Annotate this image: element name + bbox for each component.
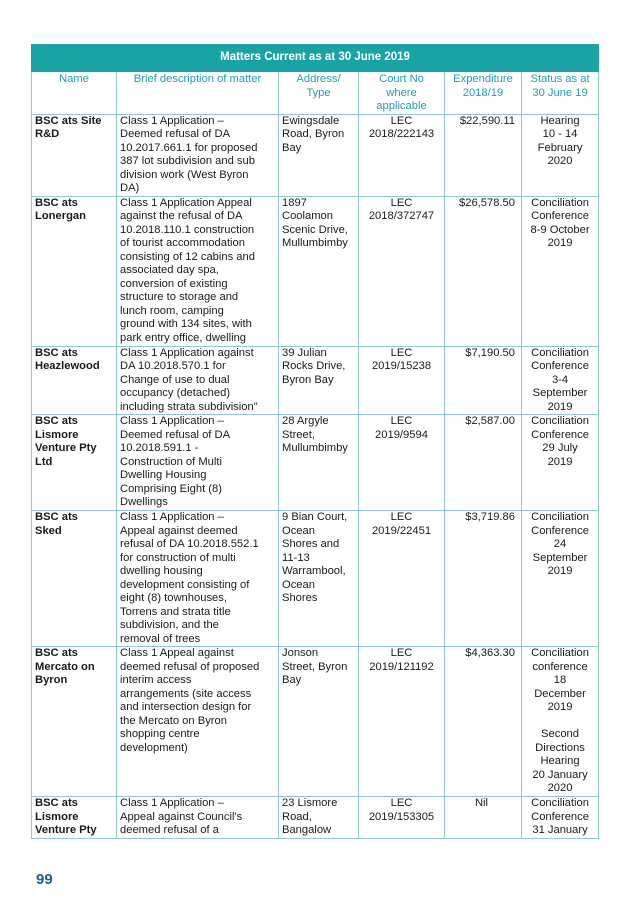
table-row: [32, 797, 599, 839]
cell-court: LEC 2018/372747: [359, 196, 445, 346]
cell-expenditure: $22,590.11: [445, 114, 522, 196]
page-number: 99: [36, 871, 53, 888]
cell-description: Class 1 Application against DA 10.2018.570.1 for Change of use to dual occupancy (detached) including strata subdivision": [117, 346, 279, 415]
header-address: Address/ Type: [279, 72, 359, 115]
table-row: [32, 346, 599, 415]
table-row: [32, 647, 599, 797]
cell-court: LEC 2019/22451: [359, 511, 445, 647]
cell-status: Conciliation conference 18 December 2019 Second Directions Hearing 20 January 2020: [522, 647, 599, 797]
cell-name: BSC ats Heazlewood: [32, 346, 117, 415]
header-name: Name: [32, 72, 117, 115]
cell-court: LEC 2018/222143: [359, 114, 445, 196]
cell-name: BSC ats Lismore Venture Pty Ltd: [32, 415, 117, 511]
cell-address: 1897 Coolamon Scenic Drive, Mullumbimby: [279, 196, 359, 346]
cell-name: BSC ats Mercato on Byron: [32, 647, 117, 797]
cell-court: LEC 2019/153305: [359, 797, 445, 839]
cell-expenditure: $3,719.86: [445, 511, 522, 647]
table-row: [32, 415, 599, 511]
cell-court: LEC 2019/15238: [359, 346, 445, 415]
cell-expenditure: $26,578.50: [445, 196, 522, 346]
cell-status: Conciliation Conference 3-4 September 2019: [522, 346, 599, 415]
cell-description: Class 1 Application – Deemed refusal of DA 10.2018.591.1 - Construction of Multi Dwelling Housing Comprising Eight (8) Dwellings: [117, 415, 279, 511]
cell-court: LEC 2019/9594: [359, 415, 445, 511]
matters-table: [31, 44, 599, 839]
cell-name: BSC ats Lismore Venture Pty: [32, 797, 117, 839]
cell-court: LEC 2019/121192: [359, 647, 445, 797]
header-status: Status as at 30 June 19: [522, 72, 599, 115]
header-row: [32, 72, 599, 115]
cell-description: Class 1 Application – Appeal against Council's deemed refusal of a: [117, 797, 279, 839]
cell-name: BSC ats Lonergan: [32, 196, 117, 346]
table-title: Matters Current as at 30 June 2019: [32, 45, 599, 72]
cell-address: 9 Bian Court, Ocean Shores and 11-13 Warrambool, Ocean Shores: [279, 511, 359, 647]
cell-address: Ewingsdale Road, Byron Bay: [279, 114, 359, 196]
cell-address: 23 Lismore Road, Bangalow: [279, 797, 359, 839]
cell-description: Class 1 Appeal against deemed refusal of proposed interim access arrangements (site access and intersection design for the Mercato on Byron shopping centre development): [117, 647, 279, 797]
cell-expenditure: $2,587.00: [445, 415, 522, 511]
cell-name: BSC ats Site R&D: [32, 114, 117, 196]
table-row: [32, 196, 599, 346]
cell-description: Class 1 Application – Deemed refusal of DA 10.2017.661.1 for proposed 387 lot subdivision and sub division work (West Byron DA): [117, 114, 279, 196]
cell-name: BSC ats Sked: [32, 511, 117, 647]
cell-expenditure: $7,190.50: [445, 346, 522, 415]
cell-description: Class 1 Application – Appeal against deemed refusal of DA 10.2018.552.1 for construction of multi dwelling housing development consisting of eight (8) townhouses, Torrens and strata title subdivision, and the removal of trees: [117, 511, 279, 647]
cell-status: Hearing 10 - 14 February 2020: [522, 114, 599, 196]
cell-address: 28 Argyle Street, Mullumbimby: [279, 415, 359, 511]
cell-status: Conciliation Conference 29 July 2019: [522, 415, 599, 511]
cell-address: 39 Julian Rocks Drive, Byron Bay: [279, 346, 359, 415]
cell-status: Conciliation Conference 24 September 2019: [522, 511, 599, 647]
cell-expenditure: Nil: [445, 797, 522, 839]
cell-expenditure: $4,363.30: [445, 647, 522, 797]
header-court: Court No where applicable: [359, 72, 445, 115]
cell-address: Jonson Street, Byron Bay: [279, 647, 359, 797]
header-description: Brief description of matter: [117, 72, 279, 115]
cell-description: Class 1 Application Appeal against the refusal of DA 10.2018.110.1 construction of tourist accommodation consisting of 12 cabins and associated day spa, conversion of existing structure to storage and lunch room, camping ground with 134 sites, with park entry office, dwelling: [117, 196, 279, 346]
table-row: [32, 511, 599, 647]
table-row: [32, 114, 599, 196]
header-expenditure: Expenditure 2018/19: [445, 72, 522, 115]
cell-status: Conciliation Conference 31 January: [522, 797, 599, 839]
cell-status: Conciliation Conference 8-9 October 2019: [522, 196, 599, 346]
